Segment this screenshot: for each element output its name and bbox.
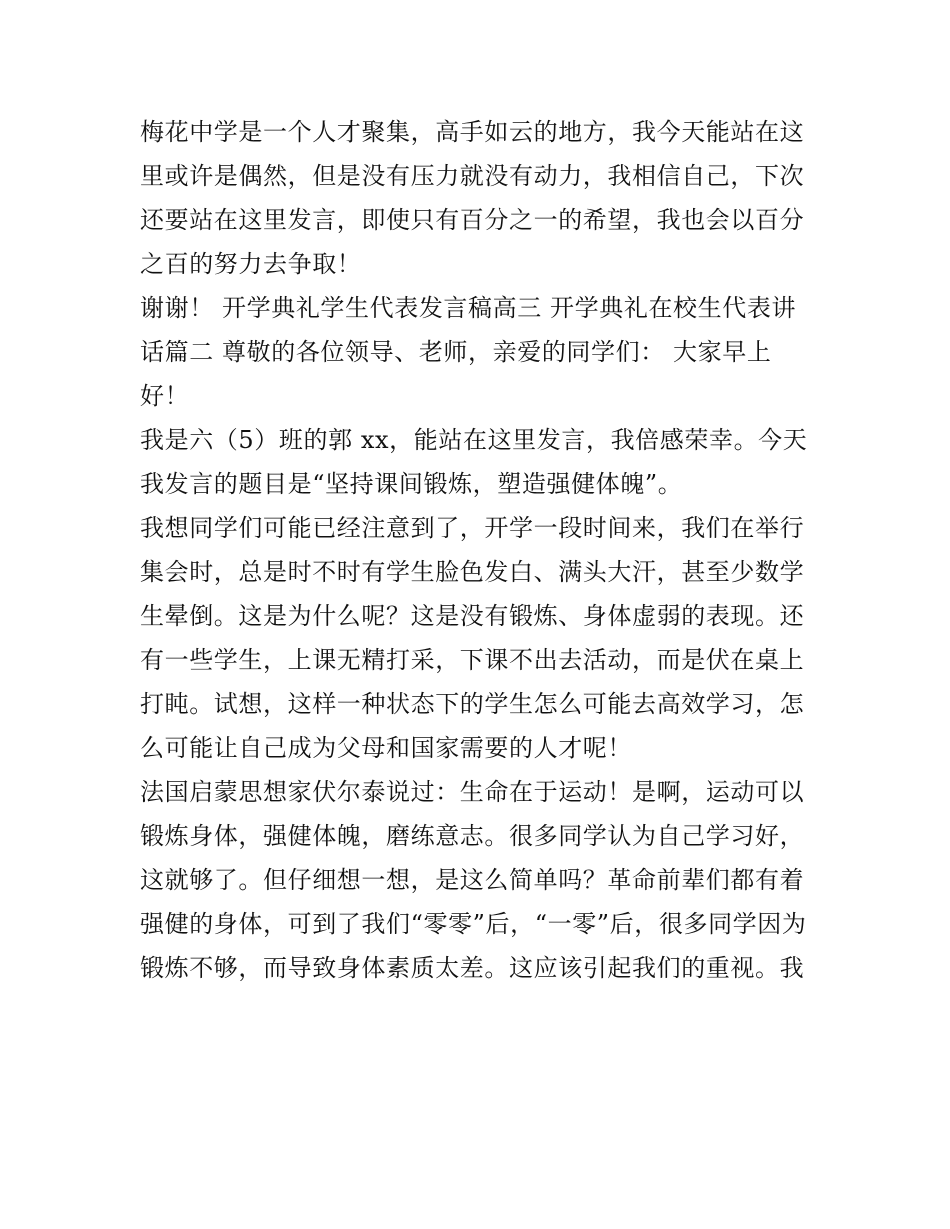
text-line: 法国启蒙思想家伏尔泰说过：生命在于运动！是啊，运动可以 xyxy=(140,778,805,806)
text-line: 之百的努力去争取！ xyxy=(140,250,362,278)
text-line: 锻炼身体，强健体魄，磨练意志。很多同学认为自己学习好， xyxy=(140,822,805,850)
text-line: 谢谢！ 开学典礼学生代表发言稿高三 开学典礼在校生代表讲 xyxy=(140,294,797,322)
text-line: 么可能让自己成为父母和国家需要的人才呢！ xyxy=(140,734,632,762)
text-line: 话篇二 尊敬的各位领导、老师，亲爱的同学们： 大家早上 xyxy=(140,338,772,366)
text-line: 有一些学生，上课无精打采，下课不出去活动，而是伏在桌上 xyxy=(140,646,805,674)
text-line: 好！ xyxy=(140,382,190,410)
body-text xyxy=(140,110,820,990)
text-line: 我想同学们可能已经注意到了，开学一段时间来，我们在举行 xyxy=(140,514,805,542)
text-line: 我发言的题目是“坚持课间锻炼，塑造强健体魄”。 xyxy=(140,470,683,498)
text-line: 里或许是偶然，但是没有压力就没有动力，我相信自己，下次 xyxy=(140,162,805,190)
text-line: 梅花中学是一个人才聚集，高手如云的地方，我今天能站在这 xyxy=(140,118,805,146)
text-line: 打盹。试想，这样一种状态下的学生怎么可能去高效学习，怎 xyxy=(140,690,805,718)
text-line: 还要站在这里发言，即使只有百分之一的希望，我也会以百分 xyxy=(140,206,805,234)
text-line: 这就够了。但仔细想一想，是这么简单吗？革命前辈们都有着 xyxy=(140,866,805,894)
text-line: 强健的身体，可到了我们“零零”后，“一零”后，很多同学因为 xyxy=(140,910,807,938)
text-line: 我是六（5）班的郭 xx，能站在这里发言，我倍感荣幸。今天 xyxy=(140,426,808,454)
text-line: 锻炼不够，而导致身体素质太差。这应该引起我们的重视。我 xyxy=(140,954,805,982)
text-line: 生晕倒。这是为什么呢？这是没有锻炼、身体虚弱的表现。还 xyxy=(140,602,805,630)
text-line: 集会时，总是时不时有学生脸色发白、满头大汗，甚至少数学 xyxy=(140,558,805,586)
